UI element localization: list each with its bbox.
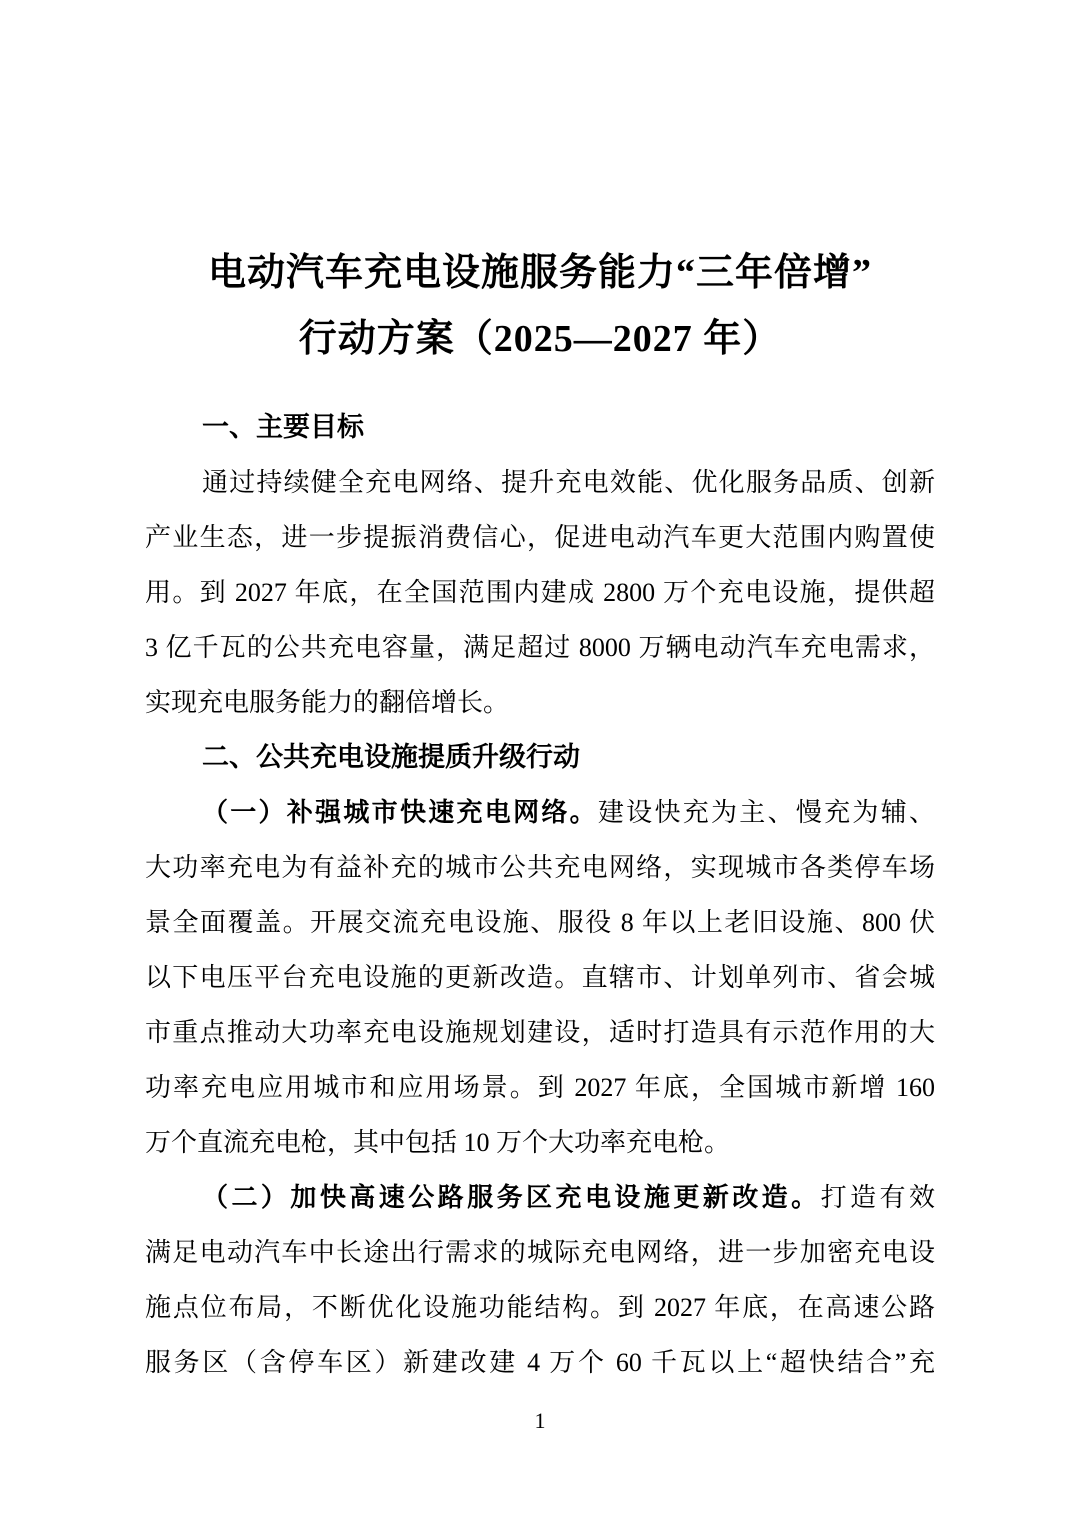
body-text: 功率充电应用城市和应用场景。到 2027 年底，全国城市新增 160 — [145, 1073, 935, 1102]
text-line — [145, 620, 935, 675]
title-line: 电动汽车充电设施服务能力“三年倍增” — [207, 252, 872, 294]
bold-run-in-heading: （一）补强城市快速充电网络。 — [202, 798, 598, 827]
body-text: 市重点推动大功率充电设施规划建设，适时打造具有示范作用的大 — [145, 1018, 935, 1047]
text-line — [145, 675, 935, 730]
body-text: 景全面覆盖。开展交流充电设施、服役 8 年以上老旧设施、800 伏 — [145, 908, 935, 937]
text-line — [145, 895, 935, 950]
body-text: 实现充电服务能力的翻倍增长。 — [145, 688, 510, 717]
body-text: 通过持续健全充电网络、提升充电效能、优化服务品质、创新 — [202, 468, 935, 497]
body-text: 施点位布局，不断优化设施功能结构。到 2027 年底，在高速公路 — [145, 1293, 935, 1322]
section-heading: 二、公共充电设施提质升级行动 — [202, 742, 580, 772]
document-body — [145, 400, 935, 1390]
text-line — [145, 1280, 935, 1335]
body-text: 万个直流充电枪，其中包括 10 万个大功率充电枪。 — [145, 1128, 731, 1157]
body-text: 3 亿千瓦的公共充电容量，满足超过 8000 万辆电动汽车充电需求， — [145, 633, 935, 662]
text-line — [145, 840, 935, 895]
body-text: 用。到 2027 年底，在全国范围内建成 2800 万个充电设施，提供超 — [145, 578, 935, 607]
text-line — [145, 1335, 935, 1390]
body-text: 建设快充为主、慢充为辅、 — [597, 798, 935, 827]
text-line — [145, 950, 935, 1005]
body-text: 打造有效 — [820, 1183, 935, 1212]
text-line — [145, 1005, 935, 1060]
document-title — [145, 240, 935, 372]
section-heading: 一、主要目标 — [202, 412, 364, 442]
text-line — [145, 1115, 935, 1170]
page-number: 1 — [534, 1408, 546, 1433]
paragraph — [145, 785, 935, 1170]
title-line: 行动方案（2025—2027 年） — [298, 318, 782, 360]
text-line — [145, 1170, 935, 1225]
paragraph — [145, 1170, 935, 1390]
body-text: 大功率充电为有益补充的城市公共充电网络，实现城市各类停车场 — [145, 853, 935, 882]
text-line — [145, 565, 935, 620]
text-line — [145, 1225, 935, 1280]
text-line — [145, 455, 935, 510]
body-text: 满足电动汽车中长途出行需求的城际充电网络，进一步加密充电设 — [145, 1238, 935, 1267]
body-text: 产业生态，进一步提振消费信心，促进电动汽车更大范围内购置使 — [145, 523, 935, 552]
text-line — [145, 1060, 935, 1115]
body-text: 服务区（含停车区）新建改建 4 万个 60 千瓦以上“超快结合”充 — [145, 1348, 935, 1377]
paragraph — [145, 455, 935, 730]
text-line — [145, 785, 935, 840]
text-line — [145, 510, 935, 565]
page-footer — [0, 1408, 1080, 1434]
bold-run-in-heading: （二）加快高速公路服务区充电设施更新改造。 — [202, 1183, 821, 1212]
body-text: 以下电压平台充电设施的更新改造。直辖市、计划单列市、省会城 — [145, 963, 935, 992]
